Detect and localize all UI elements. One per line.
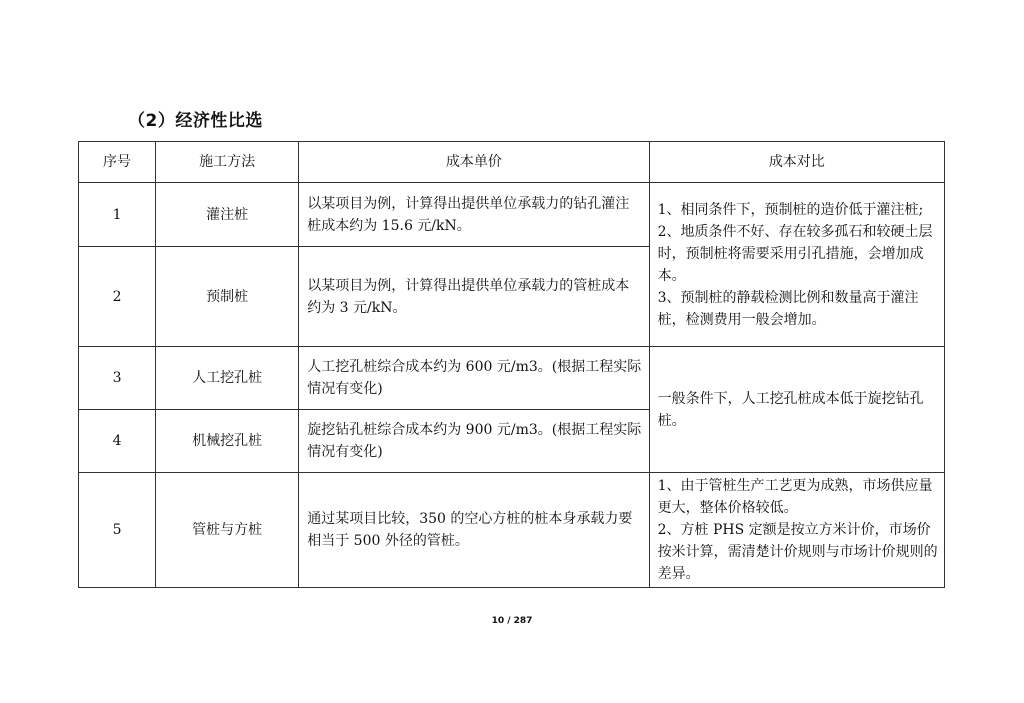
header-seq: 序号 [79,142,156,183]
header-unit-cost: 成本单价 [299,142,649,183]
table-row [79,473,945,588]
comparison-paragraph: 2、地质条件不好、存在较多孤石和较硬土层时，预制桩将需要采用引孔措施，会增加成本。 [657,223,933,284]
cost-comparison-group-2 [649,347,944,473]
page-number: 10 / 287 [491,616,533,626]
section-heading: （2）经济性比选 [128,111,263,131]
row-method: 管桩与方桩 [156,473,299,588]
table-header-row [79,142,945,183]
row-method: 机械挖孔桩 [156,410,299,473]
row-seq: 3 [79,347,156,410]
row-unit-cost: 以某项目为例，计算得出提供单位承载力的钻孔灌注桩成本约为 15.6 元/kN。 [299,183,649,247]
comparison-paragraph: 1、由于管桩生产工艺更为成熟，市场供应量更大，整体价格较低。 [657,478,933,516]
pile-cost-table [78,141,945,588]
comparison-paragraph: 3、预制桩的静载检测比例和数量高于灌注桩，检测费用一般会增加。 [657,289,919,328]
row-seq: 2 [79,247,156,347]
row-method: 人工挖孔桩 [156,347,299,410]
row-seq: 5 [79,473,156,588]
row-method: 灌注桩 [156,183,299,247]
row-method: 预制桩 [156,247,299,347]
row-unit-cost: 以某项目为例，计算得出提供单位承载力的管桩成本约为 3 元/kN。 [299,247,649,347]
table-row [79,347,945,410]
row-unit-cost: 通过某项目比较，350 的空心方桩的桩本身承载力要相当于 500 外径的管桩。 [299,473,649,588]
comparison-paragraph: 1、相同条件下，预制桩的造价低于灌注桩; [657,201,924,218]
header-method: 施工方法 [156,142,299,183]
comparison-paragraph: 一般条件下，人工挖孔桩成本低于旋挖钻孔桩。 [657,390,924,429]
comparison-paragraph: 2、方桩 PHS 定额是按立方米计价，市场价按米计算，需清楚计价规则与市场计价规则的差异。 [657,522,938,582]
cost-comparison-group-3 [649,473,944,588]
row-unit-cost: 旋挖钻孔桩综合成本约为 900 元/m3。(根据工程实际情况有变化) [299,410,649,473]
cost-comparison-group-1 [649,183,944,347]
header-cost-comparison: 成本对比 [649,142,944,183]
row-seq: 1 [79,183,156,247]
row-seq: 4 [79,410,156,473]
row-unit-cost: 人工挖孔桩综合成本约为 600 元/m3。(根据工程实际情况有变化) [299,347,649,410]
table-row [79,183,945,247]
